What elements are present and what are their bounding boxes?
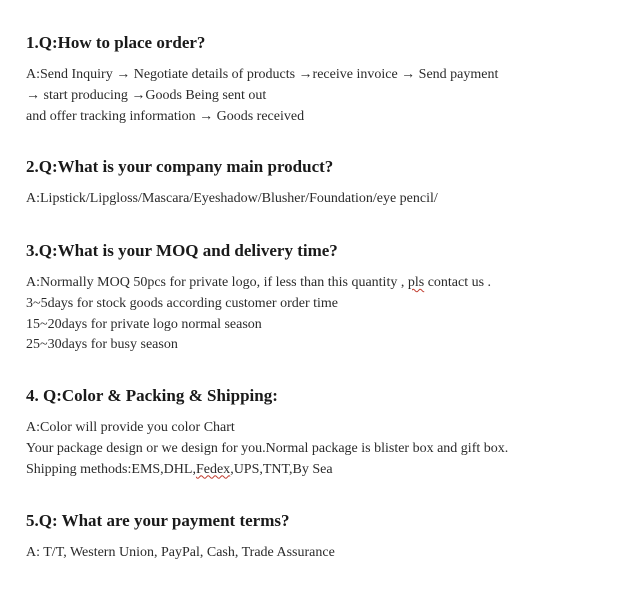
faq-answer bbox=[26, 543, 616, 564]
faq-item-order bbox=[26, 33, 616, 127]
faq-answer bbox=[26, 273, 616, 356]
answer-line: 3~5days for stock goods according customer order time bbox=[26, 295, 338, 311]
faq-item-moq bbox=[26, 241, 616, 356]
answer-line: A:Send Inquiry → Negotiate details of products →receive invoice → Send payment bbox=[26, 67, 499, 82]
spellcheck-word: Fedex bbox=[195, 461, 231, 477]
answer-line: Your package design or we design for you.Normal package is blister box and gift box. bbox=[26, 440, 509, 456]
faq-question: 4. Q:Color & Packing & Shipping: bbox=[26, 386, 278, 405]
faq-question: 1.Q:How to place order? bbox=[26, 33, 206, 52]
answer-line: 25~30days for busy season bbox=[26, 337, 178, 353]
answer-line: 15~20days for private logo normal season bbox=[26, 316, 262, 332]
answer-line: A:Lipstick/Lipgloss/Mascara/Eyeshadow/Blusher/Foundation/eye pencil/ bbox=[26, 191, 438, 206]
faq-question: 5.Q: What are your payment terms? bbox=[26, 511, 290, 530]
answer-line bbox=[26, 273, 616, 294]
answer-line bbox=[26, 460, 616, 481]
answer-line: A: T/T, Western Union, PayPal, Cash, Trade Assurance bbox=[26, 545, 335, 560]
faq-question: 3.Q:What is your MOQ and delivery time? bbox=[26, 241, 338, 260]
answer-line: A:Color will provide you color Chart bbox=[26, 420, 235, 435]
faq-item-product bbox=[26, 157, 616, 210]
faq-item-payment bbox=[26, 511, 616, 564]
answer-text: Shipping methods:EMS,DHL, bbox=[26, 461, 196, 477]
faq-question: 2.Q:What is your company main product? bbox=[26, 157, 334, 176]
spellcheck-word: pls bbox=[407, 275, 425, 290]
faq-answer bbox=[26, 418, 616, 480]
answer-text: ,UPS,TNT,By Sea bbox=[230, 461, 333, 477]
faq-item-packing bbox=[26, 386, 616, 480]
answer-line: → start producing →Goods Being sent out bbox=[26, 87, 267, 103]
faq-answer bbox=[26, 65, 616, 127]
answer-text: contact us . bbox=[424, 275, 492, 290]
answer-line: and offer tracking information → Goods received bbox=[26, 108, 305, 124]
faq-answer bbox=[26, 189, 616, 210]
answer-text: A:Normally MOQ 50pcs for private logo, if less than this quantity , bbox=[26, 275, 408, 290]
